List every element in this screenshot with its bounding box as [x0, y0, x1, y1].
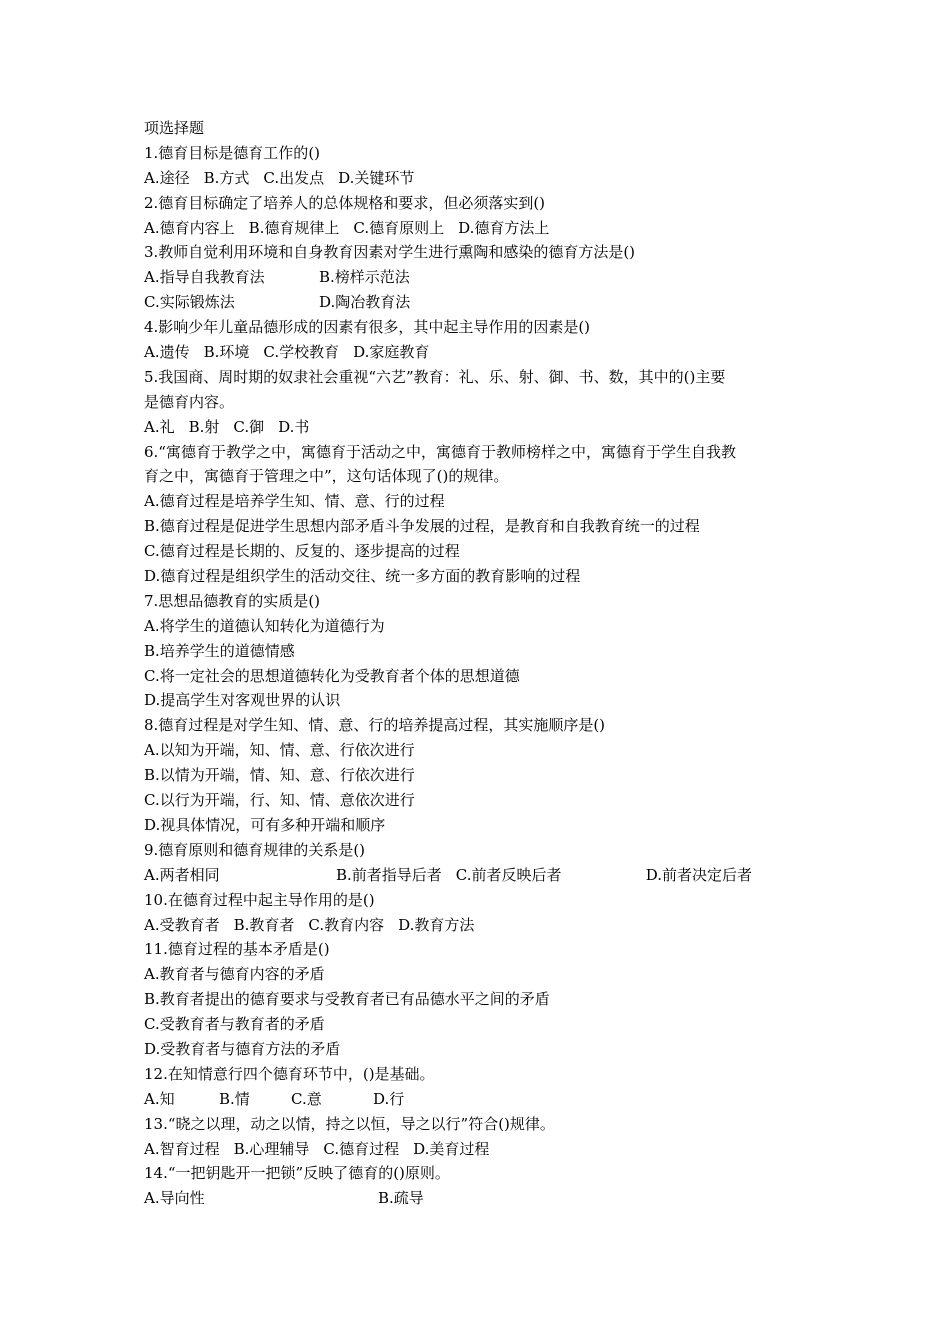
question-line: B.以情为开端，情、知、意、行依次进行 [144, 766, 415, 785]
question-line: 2.德育目标确定了培养人的总体规格和要求，但必须落实到() [144, 193, 546, 212]
option-item: C.德育过程 [323, 1139, 400, 1158]
question-line: 10.在德育过程中起主导作用的是() [144, 890, 375, 909]
question-line: 7.思想品德教育的实质是() [144, 591, 321, 610]
question-line: 5.我国商、周时期的奴隶社会重视“六艺”教育：礼、乐、射、御、书、数，其中的()主要 [144, 367, 726, 386]
question-line: C.将一定社会的思想道德转化为受教育者个体的思想道德 [144, 666, 520, 685]
option-item: A.两者相同 [144, 865, 220, 884]
options-line [144, 265, 814, 290]
question-line: D.德育过程是组织学生的活动交往、统一多方面的教育影响的过程 [144, 567, 581, 586]
option-item: D.教育方法 [398, 915, 475, 934]
option-item: C.教育内容 [308, 915, 385, 934]
options-line [144, 290, 814, 315]
question-line: A.德育过程是培养学生知、情、意、行的过程 [144, 492, 445, 511]
option-item: C.学校教育 [263, 343, 340, 362]
option-item: D.关键环节 [338, 168, 415, 187]
options-line [144, 913, 814, 938]
option-item: C.实际锻炼法 [144, 293, 235, 312]
question-line: 3.教师自觉利用环境和自身教育因素对学生进行熏陶和感染的德育方法是() [144, 243, 636, 262]
question-line: 8.德育过程是对学生知、情、意、行的培养提高过程，其实施顺序是() [144, 716, 606, 735]
option-item: B.射 [188, 417, 220, 436]
option-item: B.情 [219, 1089, 250, 1108]
option-item: A.指导自我教育法 [144, 268, 265, 287]
option-item: D.家庭教育 [353, 343, 430, 362]
question-line: C.德育过程是长期的、反复的、逐步提高的过程 [144, 542, 460, 561]
options-line [144, 863, 814, 888]
option-item: A.导向性 [144, 1189, 205, 1208]
options-line [144, 1087, 814, 1112]
options-line [144, 340, 814, 365]
question-line: D.受教育者与德育方法的矛盾 [144, 1039, 341, 1058]
option-item: C.御 [233, 417, 265, 436]
question-line: B.培养学生的道德情感 [144, 641, 295, 660]
section-heading: 项选择题 [144, 119, 205, 137]
option-item: D.美育过程 [413, 1139, 490, 1158]
question-line: 6.“寓德育于教学之中，寓德育于活动之中，寓德育于教师榜样之中，寓德育于学生自我教 [144, 442, 736, 461]
option-item: C.意 [291, 1089, 322, 1108]
option-item: B.环境 [203, 343, 250, 362]
question-line: A.以知为开端，知、情、意、行依次进行 [144, 741, 415, 760]
option-item: A.礼 [144, 417, 175, 436]
option-item: D.书 [278, 417, 310, 436]
options-line [144, 216, 814, 241]
option-item: D.行 [373, 1089, 405, 1108]
question-line: 育之中，寓德育于管理之中”，这句话体现了()的规律。 [144, 467, 509, 486]
option-item: A.受教育者 [144, 915, 220, 934]
question-line: 1.德育目标是德育工作的() [144, 143, 321, 162]
options-line [144, 1186, 814, 1211]
option-item: B.心理辅导 [233, 1139, 310, 1158]
option-item: B.疏导 [378, 1189, 424, 1208]
option-item: B.方式 [203, 168, 250, 187]
question-list [144, 141, 814, 1211]
question-line: C.受教育者与教育者的矛盾 [144, 1015, 325, 1034]
question-line: B.教育者提出的德育要求与受教育者已有品德水平之间的矛盾 [144, 990, 550, 1009]
option-item: A.途径 [144, 168, 190, 187]
question-line: D.视具体情况，可有多种开端和顺序 [144, 815, 386, 834]
options-line [144, 415, 814, 440]
option-item: D.德育方法上 [458, 218, 550, 237]
option-item: C.德育原则上 [353, 218, 445, 237]
question-line: 12.在知情意行四个德育环节中，()是基础。 [144, 1064, 435, 1083]
option-item: B.前者指导后者 [336, 865, 442, 884]
option-item: C.前者反映后者 [455, 865, 562, 884]
question-line: 13.“晓之以理，动之以情，持之以恒，导之以行”符合()规律。 [144, 1114, 555, 1133]
options-line [144, 1137, 814, 1162]
question-line: A.将学生的道德认知转化为道德行为 [144, 616, 385, 635]
question-line: 4.影响少年儿童品德形成的因素有很多，其中起主导作用的因素是() [144, 318, 591, 337]
question-line: D.提高学生对客观世界的认识 [144, 691, 341, 710]
option-item: D.陶冶教育法 [319, 293, 411, 312]
option-item: A.德育内容上 [144, 218, 235, 237]
option-item: A.智育过程 [144, 1139, 220, 1158]
question-line: B.德育过程是促进学生思想内部矛盾斗争发展的过程，是教育和自我教育统一的过程 [144, 517, 700, 536]
document-body [144, 116, 814, 1211]
question-line: 是德育内容。 [144, 392, 235, 411]
option-item: B.教育者 [233, 915, 295, 934]
option-item: B.德育规律上 [248, 218, 340, 237]
question-line: 14.“一把钥匙开一把锁”反映了德育的()原则。 [144, 1164, 450, 1183]
option-item: B.榜样示范法 [319, 268, 410, 287]
question-line: A.教育者与德育内容的矛盾 [144, 965, 325, 984]
question-line: C.以行为开端，行、知、情、意依次进行 [144, 791, 415, 810]
option-item: A.遗传 [144, 343, 190, 362]
option-item: C.出发点 [263, 168, 325, 187]
question-line: 11.德育过程的基本矛盾是() [144, 940, 330, 959]
option-item: D.前者决定后者 [645, 865, 753, 884]
options-line [144, 166, 814, 191]
option-item: A.知 [144, 1089, 175, 1108]
question-line: 9.德育原则和德育规律的关系是() [144, 840, 366, 859]
